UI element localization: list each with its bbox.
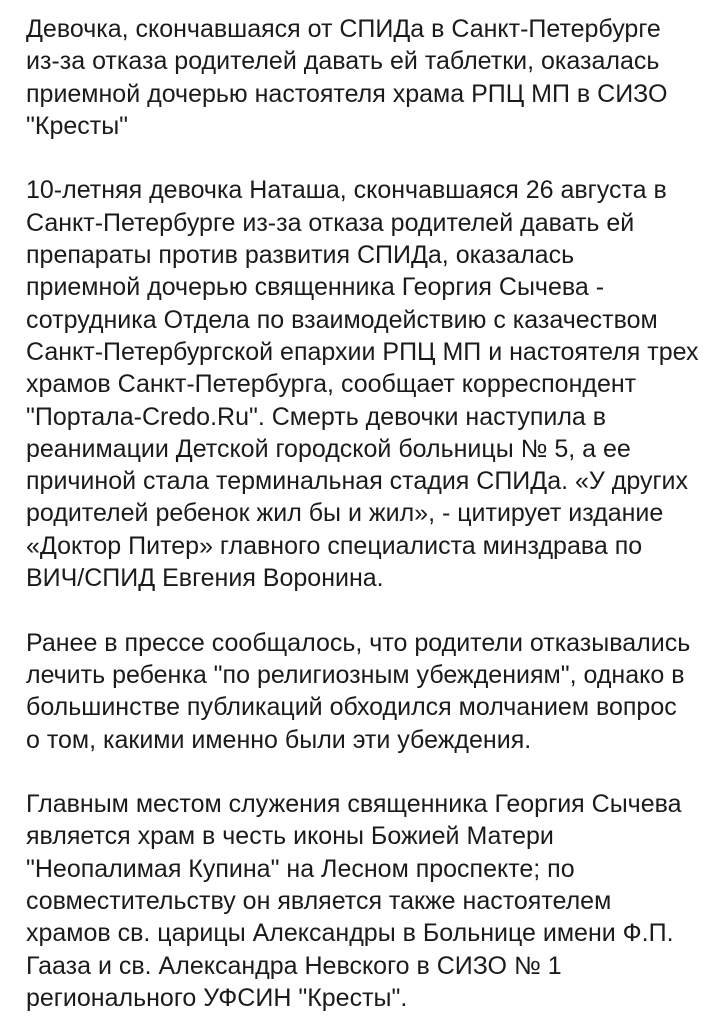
text-line: приемной дочерью священника Георгия Сычева - xyxy=(26,273,605,302)
article-paragraph-3 xyxy=(26,788,702,1014)
text-line: Главным местом служения священника Георгия Сычева xyxy=(26,790,682,819)
text-line: препараты против развития СПИДа, оказалась xyxy=(26,241,575,270)
text-line: "Портала-Credo.Ru". Смерть девочки наступила в xyxy=(26,402,607,431)
text-line: 10-летняя девочка Наташа, скончавшаяся 26 августа в xyxy=(26,176,667,205)
text-line: Девочка, скончавшаяся от СПИДа в Санкт-Петербурге xyxy=(26,15,661,43)
text-line: ВИЧ/СПИД Евгения Воронина. xyxy=(26,564,384,593)
article-paragraph-1 xyxy=(26,174,702,594)
text-line: лечить ребенка "по религиозным убеждениям", однако в xyxy=(26,660,685,689)
text-line: Гааза и св. Александра Невского в СИЗО № 1 xyxy=(26,951,562,980)
text-line: сотрудника Отдела по взаимодействию с казачеством xyxy=(26,305,658,334)
text-line: большинстве публикаций обходился молчанием вопрос xyxy=(26,693,677,722)
text-line: является храм в честь иконы Божией Матери xyxy=(26,822,554,851)
article-paragraph-2 xyxy=(26,627,702,756)
text-line: "Неопалимая Купина" на Лесном проспекте; по xyxy=(26,854,575,883)
text-line: приемной дочерью настоятеля храма РПЦ МП в СИЗО xyxy=(26,79,668,108)
text-line: храмов Санкт-Петербурга, сообщает корреспондент xyxy=(26,370,637,399)
text-line: регионального УФСИН "Кресты". xyxy=(26,983,408,1012)
article-headline xyxy=(26,13,702,142)
text-line: родителей ребенок жил бы и жил», - цитирует издание xyxy=(26,499,664,528)
text-line: реанимации Детской городской больницы № 5, а ее xyxy=(26,434,631,463)
text-line: о том, какими именно были эти убеждения. xyxy=(26,725,532,754)
text-line: причиной стала терминальная стадия СПИДа. «У других xyxy=(26,467,689,496)
text-line: храмов св. царицы Александры в Больнице имени Ф.П. xyxy=(26,919,674,948)
text-line: из-за отказа родителей давать ей таблетки, оказалась xyxy=(26,47,660,76)
text-line: Санкт-Петербурге из-за отказа родителей давать ей xyxy=(26,208,635,237)
text-line: "Кресты" xyxy=(26,111,129,140)
text-line: совместительству он является также настоятелем xyxy=(26,887,612,916)
text-line: «Доктор Питер» главного специалиста минздрава по xyxy=(26,531,643,560)
text-line: Ранее в прессе сообщалось, что родители отказывались xyxy=(26,628,691,657)
text-line: Санкт-Петербургской епархии РПЦ МП и настоятеля трех xyxy=(26,337,699,366)
